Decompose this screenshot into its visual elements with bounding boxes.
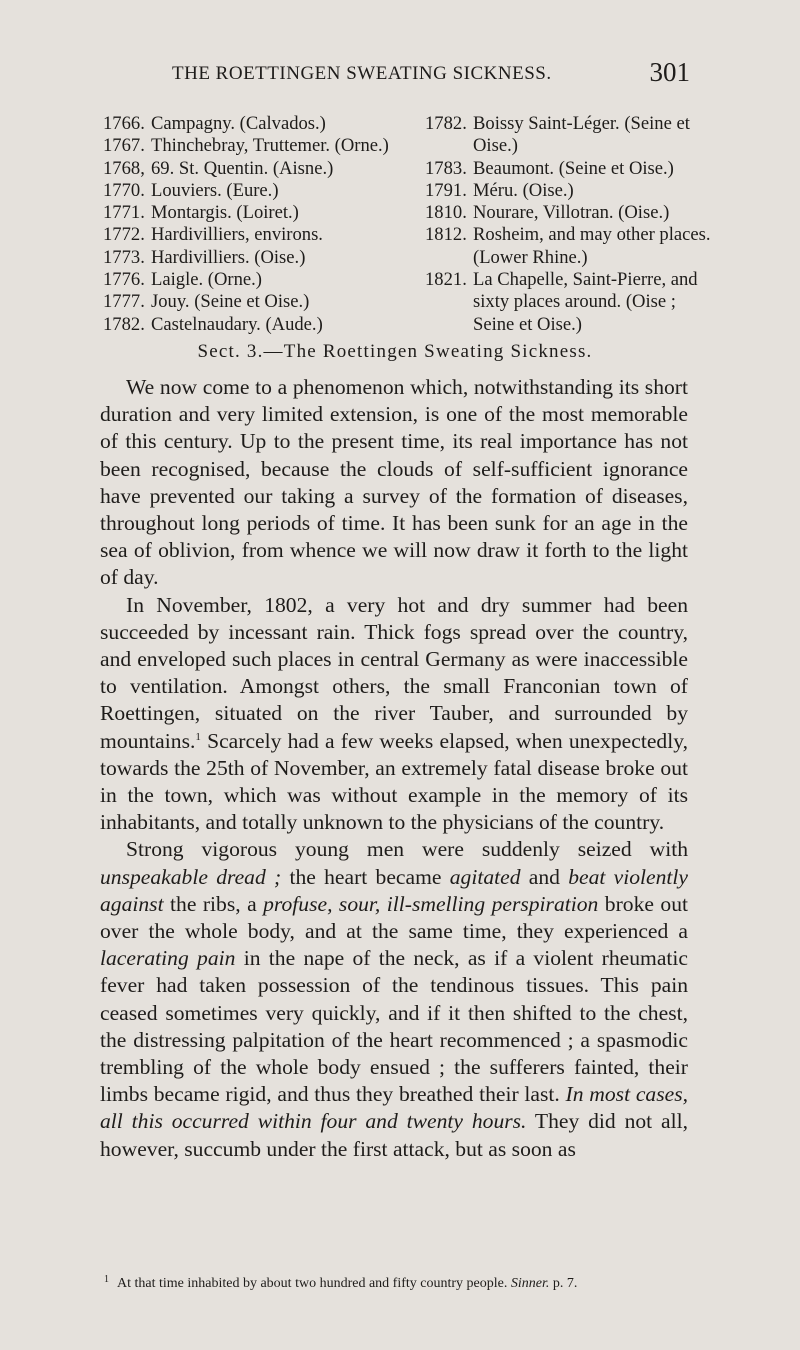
list-year: 1767. — [103, 135, 145, 157]
list-item — [103, 314, 423, 336]
paragraph-text: In November, 1802, a very hot and dry summer had been succeeded by incessant rain. Thick fogs spread over the country, and enveloped such places in central Germany as were inaccessible to ventilation. Amongst others, the small Franconian town of Roettingen, situated on the river Tauber, and surrounded by mountains. — [100, 592, 688, 753]
list-item — [425, 224, 715, 269]
list-place: Nourare, Villotran. (Oise.) — [473, 202, 670, 224]
list-item — [103, 202, 423, 224]
paragraph-text: broke out over the whole body, and at the same time, they experienced a — [100, 891, 688, 944]
list-year: 1821. — [425, 269, 467, 291]
running-head — [100, 57, 690, 93]
list-item — [425, 180, 715, 202]
paragraph: We now come to a phenomenon which, notwithstanding its short duration and very limited extension, is one of the most memorable of this century. Up to the present time, its real importance has not been recognised, because the clouds of self-sufficient ignorance have prevented our taking a survey of the formation of diseases, throughout long periods of time. It has been sunk for an age in the sea of oblivion, from whence we will now draw it forth to the light of day. — [100, 375, 688, 590]
paragraph-text: the ribs, a — [163, 891, 264, 916]
paragraph-text: in the nape of the neck, as if a violent rheumatic fever had taken possession of the tendinous tissues. This pain ceased sometimes very quickly, and if it then shifted to the chest, the distressing palpitation of the heart recommenced ; a spasmodic trembling of the whole body ensued ; the sufferers fainted, their limbs became rigid, and thus they breathed their last. — [100, 946, 689, 1107]
footnote-source: Sinner. — [510, 1276, 550, 1291]
list-item — [103, 291, 423, 313]
emphasis: lacerating pain — [100, 946, 236, 971]
running-title: THE ROETTINGEN SWEATING SICKNESS. — [172, 63, 552, 84]
paragraph-text: Scarcely had a few weeks elapsed, when unexpectedly, towards the 25th of November, an extremely fatal disease broke out in the town, which was without example in the memory of its inhabitants, and totally unknown to the physicians of the country. — [100, 728, 688, 835]
body-text — [100, 374, 688, 1163]
paragraph-text: Strong vigorous young men were suddenly seized with — [126, 837, 688, 862]
list-item — [425, 202, 715, 224]
list-place: Boissy Saint-Léger. (Seine et Oise.) — [473, 113, 690, 157]
list-year: 1791. — [425, 179, 467, 201]
footnote-page-ref: p. 7. — [552, 1276, 578, 1291]
list-year: 1782. — [103, 313, 145, 335]
list-item — [103, 113, 423, 135]
list-item — [103, 180, 423, 202]
list-place: Montargis. (Loiret.) — [151, 202, 299, 224]
emphasis: agitated — [449, 864, 521, 889]
list-item — [103, 135, 423, 157]
emphasis: unspeakable dread ; — [100, 864, 282, 889]
footnote-mark: 1 — [104, 1274, 109, 1285]
list-place: Rosheim, and may other places. (Lower Rhine.) — [473, 224, 711, 268]
section-title: The Roettingen Sweating Sickness. — [283, 341, 593, 362]
footnote-ref: 1 — [195, 730, 201, 743]
emphasis: profuse, sour, ill-smelling perspiration — [263, 891, 599, 916]
list-place: Méru. (Oise.) — [473, 179, 574, 201]
list-year: 1776. — [103, 269, 145, 291]
list-place: La Chapelle, Saint-Pierre, and sixty places around. (Oise ; Seine et Oise.) — [473, 269, 698, 335]
list-item — [425, 113, 715, 158]
section-heading — [100, 341, 690, 363]
list-item — [425, 158, 715, 180]
list-place: Hardivilliers, environs. — [151, 224, 323, 246]
list-item — [425, 269, 715, 336]
list-item — [103, 247, 423, 269]
paragraph-text: and — [520, 864, 569, 889]
paragraph-text: the heart became — [281, 864, 450, 889]
list-year: 1768, — [103, 157, 145, 179]
list-year: 1812. — [425, 224, 467, 246]
paragraph — [100, 836, 688, 1162]
paragraph — [100, 592, 688, 837]
list-item — [103, 224, 423, 246]
emphasis: beat violently against — [100, 864, 688, 916]
list-place: Castelnaudary. (Aude.) — [151, 313, 323, 335]
list-item — [103, 158, 423, 180]
list-year: 1771. — [103, 202, 145, 224]
list-year: 1810. — [425, 202, 467, 224]
list-year: 1766. — [103, 113, 145, 134]
list-place: Louviers. (Eure.) — [151, 179, 279, 201]
list-year: 1770. — [103, 179, 145, 201]
place-list-right — [425, 113, 715, 336]
section-number: Sect. 3.— — [197, 341, 284, 362]
place-list-left — [103, 113, 423, 336]
footnote — [100, 1271, 690, 1293]
page-number: 301 — [649, 57, 690, 87]
list-place: Beaumont. (Seine et Oise.) — [473, 157, 674, 179]
list-place: 69. St. Quentin. (Aisne.) — [151, 157, 334, 179]
footnote-text: At that time inhabited by about two hundred and fifty country people. — [117, 1276, 508, 1291]
list-place: Thinchebray, Truttemer. (Orne.) — [151, 135, 389, 157]
list-place: Hardivilliers. (Oise.) — [151, 246, 306, 268]
list-year: 1773. — [103, 246, 145, 268]
list-year: 1783. — [425, 157, 467, 179]
list-year: 1777. — [103, 291, 145, 313]
list-year: 1782. — [425, 113, 467, 134]
paragraph-text: They did not all, however, succumb under the first attack, but as soon as — [100, 1109, 688, 1161]
list-item — [103, 269, 423, 291]
list-place: Campagny. (Calvados.) — [151, 113, 326, 134]
emphasis: In most cases, all this occurred within four and twenty hours. — [100, 1082, 689, 1134]
list-place: Jouy. (Seine et Oise.) — [151, 291, 310, 313]
list-place: Laigle. (Orne.) — [151, 269, 262, 291]
list-year: 1772. — [103, 224, 145, 246]
